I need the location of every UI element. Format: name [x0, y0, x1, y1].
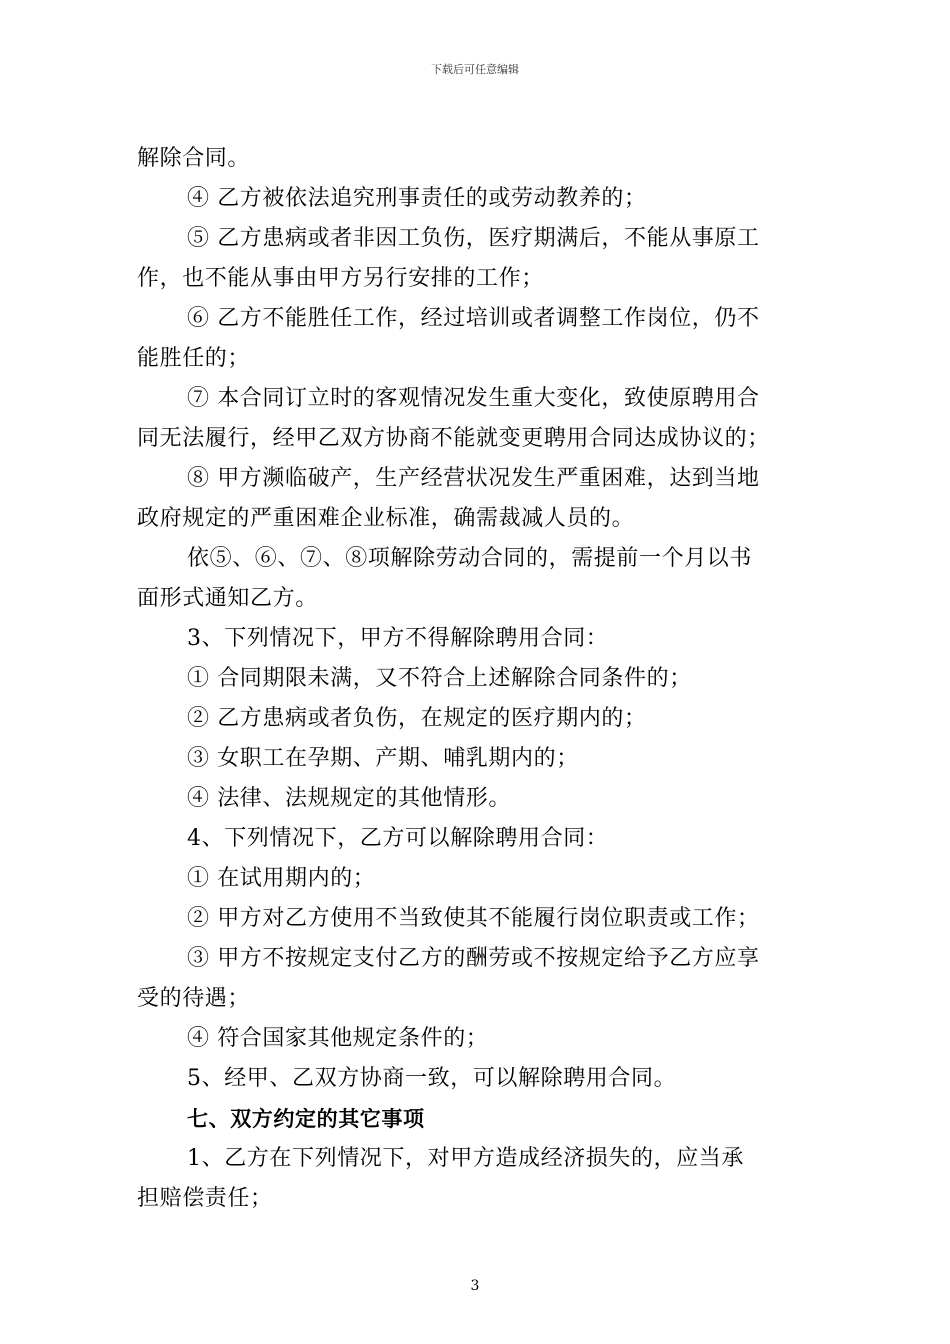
document-body: [137, 139, 817, 1219]
text-line: 解除合同。: [137, 146, 251, 171]
text-line: ② 甲方对乙方使用不当致使其不能履行岗位职责或工作；: [187, 906, 760, 931]
text-line: ⑧ 甲方濒临破产，生产经营状况发生严重困难，达到当地: [187, 466, 760, 491]
text-line: 能胜任的；: [137, 346, 251, 371]
text-line: ⑦ 本合同订立时的客观情况发生重大变化，致使原聘用合: [187, 386, 760, 411]
text-line: 5、经甲、乙双方协商一致，可以解除聘用合同。: [187, 1066, 677, 1091]
text-line: ④ 乙方被依法追究刑事责任的或劳动教养的；: [187, 186, 647, 211]
page-number: 3: [470, 1278, 480, 1294]
text-line: 政府规定的严重困难企业标准，确需裁减人员的。: [137, 506, 635, 531]
text-line: 1、乙方在下列情况下，对甲方造成经济损失的，应当承: [187, 1146, 744, 1171]
text-line: ③ 女职工在孕期、产期、哺乳期内的；: [187, 746, 579, 771]
page-header: 下载后可任意编辑: [431, 63, 519, 76]
text-line: 依⑤、⑥、⑦、⑧项解除劳动合同的，需提前一个月以书: [187, 546, 753, 571]
text-line: ② 乙方患病或者负伤，在规定的医疗期内的；: [187, 706, 647, 731]
text-line: ④ 法律、法规规定的其他情形。: [187, 786, 511, 811]
text-line: ① 在试用期内的；: [187, 866, 376, 891]
text-line: 面形式通知乙方。: [137, 586, 318, 611]
text-line: ① 合同期限未满，又不符合上述解除合同条件的；: [187, 666, 692, 691]
text-line: ⑥ 乙方不能胜任工作，经过培训或者调整工作岗位，仍不: [187, 306, 760, 331]
text-line: 担赔偿责任；: [137, 1186, 273, 1211]
text-line: 3、下列情况下，甲方不得解除聘用合同：: [187, 626, 609, 651]
text-line: ⑤ 乙方患病或者非因工负伤，医疗期满后，不能从事原工: [187, 226, 760, 251]
text-line: 4、下列情况下，乙方可以解除聘用合同：: [187, 826, 609, 851]
text-line: ④ 符合国家其他规定条件的；: [187, 1026, 489, 1051]
text-line: 同无法履行，经甲乙双方协商不能就变更聘用合同达成协议的；: [137, 426, 770, 451]
text-line: 作，也不能从事由甲方另行安排的工作；: [137, 266, 544, 291]
section-heading: 七、双方约定的其它事项: [187, 1107, 425, 1131]
text-line: ③ 甲方不按规定支付乙方的酬劳或不按规定给予乙方应享: [187, 946, 760, 971]
text-line: 受的待遇；: [137, 986, 251, 1011]
